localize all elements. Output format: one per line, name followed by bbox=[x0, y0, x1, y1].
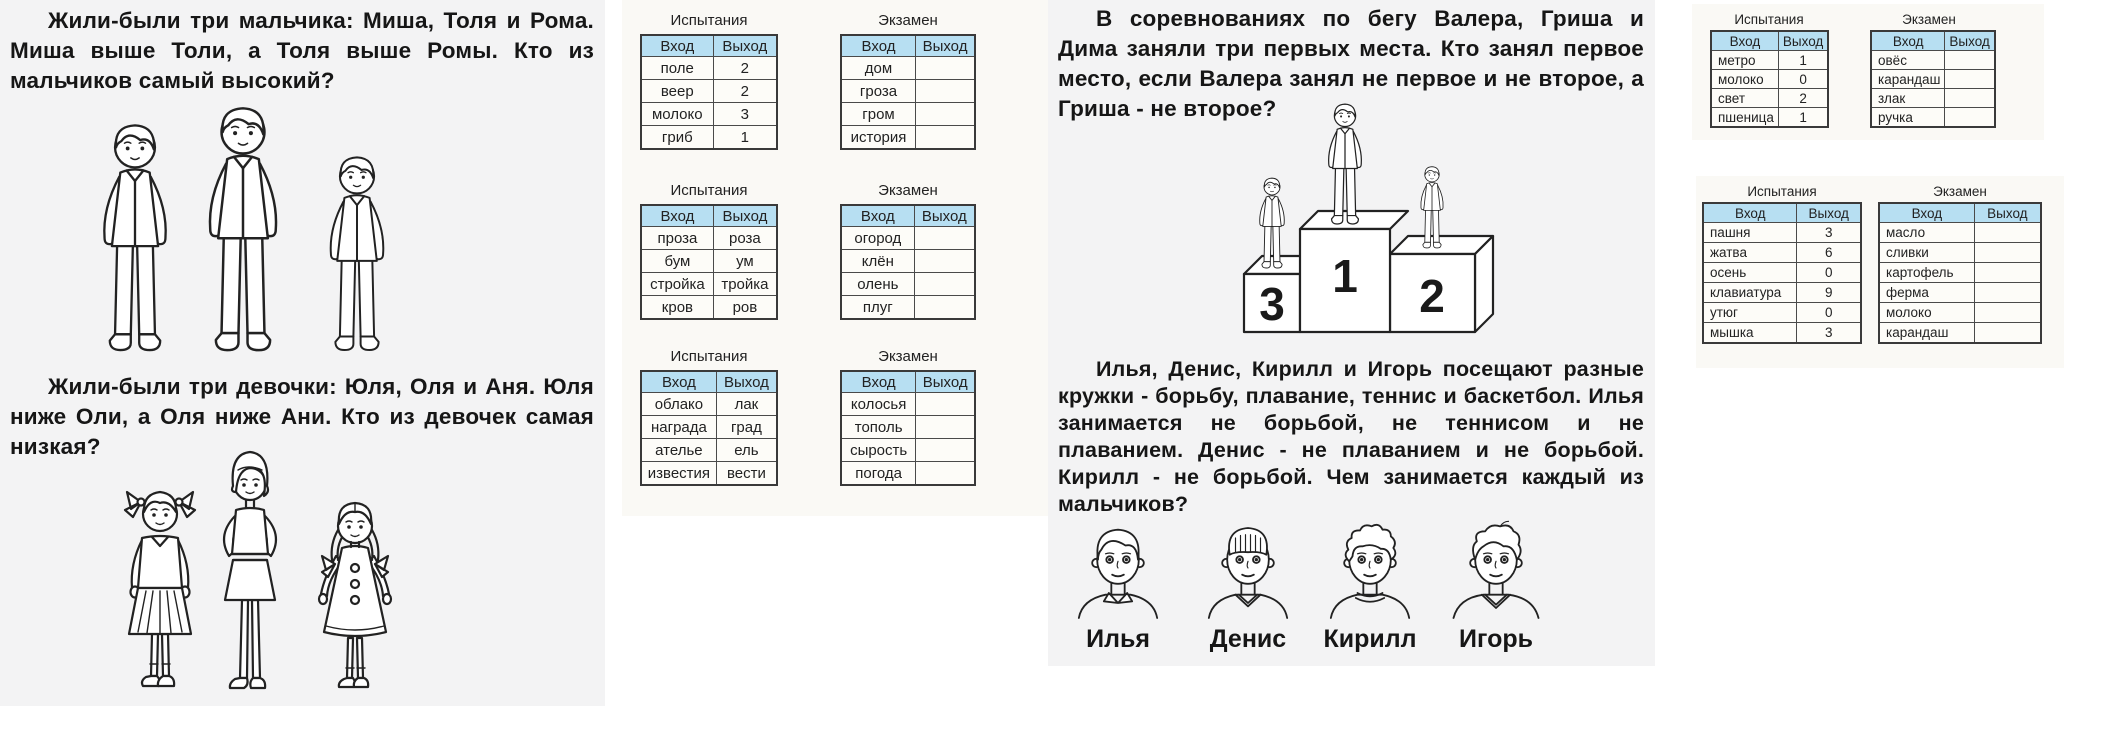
table-row bbox=[841, 80, 975, 103]
logic-puzzles-panel bbox=[1048, 0, 1655, 666]
table-cell: клён bbox=[841, 250, 914, 273]
tests-table-title: Испытания bbox=[670, 12, 748, 29]
table-row bbox=[1711, 89, 1828, 108]
table-cell: мышка bbox=[1703, 323, 1797, 344]
table-cell bbox=[916, 416, 975, 439]
igor-portrait-illustration bbox=[1441, 518, 1551, 618]
exam-table bbox=[840, 34, 976, 150]
col-header-in: Вход bbox=[641, 205, 713, 227]
table-row bbox=[1703, 323, 1861, 344]
table-cell: 2 bbox=[713, 80, 777, 103]
table-row bbox=[1879, 223, 2041, 243]
portrait-name: Илья bbox=[1086, 625, 1150, 653]
table-row bbox=[641, 227, 777, 250]
table-cell: ель bbox=[716, 439, 777, 462]
table-cell: ателье bbox=[641, 439, 716, 462]
table-cell: 6 bbox=[1797, 243, 1861, 263]
table-header-row bbox=[641, 35, 777, 57]
tests-table-title: Испытания bbox=[1747, 184, 1817, 199]
table-cell: пшеница bbox=[1711, 108, 1778, 128]
table-row bbox=[641, 80, 777, 103]
table-cell: злак bbox=[1871, 89, 1945, 108]
col-header-out: Выход bbox=[916, 371, 975, 393]
table-row bbox=[1711, 51, 1828, 70]
table-row bbox=[1871, 89, 1995, 108]
table-cell: 2 bbox=[1778, 89, 1828, 108]
table-row bbox=[841, 416, 975, 439]
table-cell bbox=[1974, 303, 2041, 323]
tests-table bbox=[640, 204, 778, 320]
table-cell: молоко bbox=[1879, 303, 1974, 323]
table-row bbox=[1711, 70, 1828, 89]
table-row bbox=[641, 462, 777, 486]
table-row bbox=[641, 273, 777, 296]
table-row bbox=[841, 250, 975, 273]
table-cell: тройка bbox=[713, 273, 777, 296]
table-row bbox=[641, 57, 777, 80]
table-row bbox=[841, 57, 975, 80]
podium-number-3: 3 bbox=[1259, 278, 1285, 330]
table-row bbox=[841, 439, 975, 462]
table-cell bbox=[916, 393, 975, 416]
col-header-out: Выход bbox=[713, 35, 777, 57]
table-cell: погода bbox=[841, 462, 916, 486]
three-boys-illustration bbox=[85, 98, 415, 356]
table-header-row bbox=[641, 205, 777, 227]
table-row bbox=[841, 393, 975, 416]
table-cell: жатва bbox=[1703, 243, 1797, 263]
table-cell: бум bbox=[641, 250, 713, 273]
table-header-row bbox=[641, 371, 777, 393]
table-cell bbox=[916, 462, 975, 486]
exam-table bbox=[1878, 202, 2042, 344]
table-cell bbox=[916, 126, 975, 150]
table-cell: свет bbox=[1711, 89, 1778, 108]
exam-table-title: Экзамен bbox=[878, 12, 938, 29]
table-cell bbox=[916, 80, 975, 103]
col-header-in: Вход bbox=[841, 35, 916, 57]
table-row bbox=[1879, 283, 2041, 303]
col-header-in: Вход bbox=[1703, 203, 1797, 223]
col-header-in: Вход bbox=[1711, 31, 1778, 51]
table-cell bbox=[1974, 283, 2041, 303]
table-cell: дом bbox=[841, 57, 916, 80]
table-row bbox=[1703, 303, 1861, 323]
tests-table bbox=[640, 34, 778, 150]
table-row bbox=[841, 227, 975, 250]
table-cell: роза bbox=[713, 227, 777, 250]
table-cell: ручка bbox=[1871, 108, 1945, 128]
table-cell bbox=[1974, 223, 2041, 243]
table-cell: 3 bbox=[1797, 323, 1861, 344]
table-cell: 2 bbox=[713, 57, 777, 80]
kirill-portrait-illustration bbox=[1315, 518, 1425, 618]
table-row bbox=[841, 103, 975, 126]
girl-short-figure bbox=[319, 503, 391, 687]
podium-number-2: 2 bbox=[1419, 270, 1445, 322]
table-cell bbox=[1945, 70, 1995, 89]
tests-table bbox=[1710, 30, 1829, 128]
table-row bbox=[1879, 243, 2041, 263]
tests-table-title: Испытания bbox=[1734, 12, 1804, 27]
table-row bbox=[841, 296, 975, 320]
table-cell: масло bbox=[1879, 223, 1974, 243]
podium-boy-first bbox=[1329, 104, 1362, 224]
table-row bbox=[1871, 70, 1995, 89]
portrait-name: Игорь bbox=[1459, 625, 1533, 653]
table-cell: ров bbox=[713, 296, 777, 320]
table-row bbox=[1879, 303, 2041, 323]
portrait-name: Кирилл bbox=[1323, 625, 1417, 653]
table-cell: карандаш bbox=[1879, 323, 1974, 344]
clubs-puzzle-text: Илья, Денис, Кирилл и Игорь посещают разные кружки - борьбу, плавание, теннис и баскетбол. Илья занимается не борьбой, не теннисом и не плаванием. Денис - не плаванием и не борьбой. Кирилл - не борьбой. Чем занимается каждый из мальчиков? bbox=[1058, 357, 1644, 516]
col-header-in: Вход bbox=[841, 371, 916, 393]
table-cell: поле bbox=[641, 57, 713, 80]
table-header-row bbox=[841, 371, 975, 393]
table-cell: овёс bbox=[1871, 51, 1945, 70]
table-cell: 0 bbox=[1797, 263, 1861, 283]
boys-puzzle-text: Жили-были три мальчика: Миша, Толя и Рома. Миша выше Толи, а Толя выше Ромы. Кто из мальчиков самый высокий? bbox=[10, 8, 594, 93]
table-cell bbox=[914, 296, 975, 320]
table-cell: кров bbox=[641, 296, 713, 320]
col-header-in: Вход bbox=[841, 205, 914, 227]
table-cell bbox=[1974, 243, 2041, 263]
exam-table-title: Экзамен bbox=[1933, 184, 1987, 199]
portrait-name: Денис bbox=[1209, 625, 1287, 653]
table-header-row bbox=[841, 35, 975, 57]
table-cell: ферма bbox=[1879, 283, 1974, 303]
col-header-out: Выход bbox=[1778, 31, 1828, 51]
table-cell: лак bbox=[716, 393, 777, 416]
table-cell bbox=[1974, 323, 2041, 344]
table-cell: веер bbox=[641, 80, 713, 103]
table-row bbox=[1871, 108, 1995, 128]
table-row bbox=[841, 462, 975, 486]
table-cell: стройка bbox=[641, 273, 713, 296]
boy-short-figure bbox=[331, 157, 384, 350]
table-row bbox=[1711, 108, 1828, 128]
table-cell bbox=[916, 439, 975, 462]
table-cell: гроза bbox=[841, 80, 916, 103]
table-cell bbox=[1974, 263, 2041, 283]
table-cell: 3 bbox=[713, 103, 777, 126]
table-row bbox=[641, 393, 777, 416]
table-cell: картофель bbox=[1879, 263, 1974, 283]
table-cell: история bbox=[841, 126, 916, 150]
table-cell: 0 bbox=[1797, 303, 1861, 323]
girl-tall-figure bbox=[224, 452, 276, 688]
podium-illustration bbox=[1240, 92, 1496, 340]
podium-number-1: 1 bbox=[1332, 250, 1358, 302]
table-cell: ум bbox=[713, 250, 777, 273]
table-row bbox=[641, 103, 777, 126]
podium-second-side bbox=[1475, 236, 1493, 332]
boy-medium-figure bbox=[104, 125, 165, 350]
table-header-row bbox=[1711, 31, 1828, 51]
exam-table bbox=[1870, 30, 1996, 128]
girls-puzzle-text: Жили-были три девочки: Юля, Оля и Аня. Юля ниже Оли, а Оля ниже Ани. Кто из девочек самая низкая? bbox=[10, 374, 594, 459]
race-puzzle-text: В соревнованиях по бегу Валера, Гриша и Дима заняли три первых места. Кто занял первое место, если Валера занял не первое и не второе, а Гриша - не второе? bbox=[1058, 6, 1644, 121]
table-row bbox=[841, 126, 975, 150]
table-header-row bbox=[1703, 203, 1861, 223]
table-cell: награда bbox=[641, 416, 716, 439]
tests-table-title: Испытания bbox=[670, 182, 748, 199]
podium-boy-third bbox=[1260, 178, 1285, 268]
table-row bbox=[1879, 323, 2041, 344]
exam-table bbox=[840, 370, 976, 486]
table-row bbox=[1703, 263, 1861, 283]
table-row bbox=[1703, 243, 1861, 263]
table-cell bbox=[916, 103, 975, 126]
table-cell: сырость bbox=[841, 439, 916, 462]
table-cell bbox=[1945, 89, 1995, 108]
table-header-row bbox=[1871, 31, 1995, 51]
col-header-in: Вход bbox=[1879, 203, 1974, 223]
col-header-out: Выход bbox=[1797, 203, 1861, 223]
portrait-kirill bbox=[1310, 518, 1430, 654]
table-cell: 1 bbox=[1778, 108, 1828, 128]
table-row bbox=[641, 296, 777, 320]
tests-table-title: Испытания bbox=[670, 348, 748, 365]
tests-table bbox=[640, 370, 778, 486]
table-cell: 9 bbox=[1797, 283, 1861, 303]
table-cell bbox=[1945, 51, 1995, 70]
col-header-in: Вход bbox=[641, 371, 716, 393]
exam-table-title: Экзамен bbox=[878, 348, 938, 365]
table-cell: известия bbox=[641, 462, 716, 486]
table-row bbox=[1703, 223, 1861, 243]
table-header-row bbox=[1879, 203, 2041, 223]
col-header-out: Выход bbox=[713, 205, 777, 227]
portrait-igor bbox=[1436, 518, 1556, 654]
table-cell: осень bbox=[1703, 263, 1797, 283]
height-puzzles-panel bbox=[0, 0, 605, 706]
table-cell: 1 bbox=[1778, 51, 1828, 70]
table-cell bbox=[916, 57, 975, 80]
table-cell: тополь bbox=[841, 416, 916, 439]
table-row bbox=[641, 126, 777, 150]
table-cell: олень bbox=[841, 273, 914, 296]
table-cell: сливки bbox=[1879, 243, 1974, 263]
col-header-out: Выход bbox=[1974, 203, 2041, 223]
table-cell: плуг bbox=[841, 296, 914, 320]
table-cell bbox=[914, 227, 975, 250]
table-row bbox=[1871, 51, 1995, 70]
col-header-in: Вход bbox=[1871, 31, 1945, 51]
portrait-denis bbox=[1188, 518, 1308, 654]
table-cell: 0 bbox=[1778, 70, 1828, 89]
table-cell bbox=[1945, 108, 1995, 128]
table-cell: утюг bbox=[1703, 303, 1797, 323]
col-header-out: Выход bbox=[914, 205, 975, 227]
exam-table-title: Экзамен bbox=[878, 182, 938, 199]
table-cell: град bbox=[716, 416, 777, 439]
boy-tall-figure bbox=[210, 108, 276, 350]
table-cell: 1 bbox=[713, 126, 777, 150]
tests-table bbox=[1702, 202, 1862, 344]
three-girls-illustration bbox=[70, 440, 430, 702]
denis-portrait-illustration bbox=[1193, 518, 1303, 618]
exam-table bbox=[840, 204, 976, 320]
col-header-out: Выход bbox=[916, 35, 975, 57]
col-header-in: Вход bbox=[641, 35, 713, 57]
table-cell: пашня bbox=[1703, 223, 1797, 243]
table-row bbox=[641, 416, 777, 439]
table-row bbox=[641, 250, 777, 273]
ilya-portrait-illustration bbox=[1063, 518, 1173, 618]
table-row bbox=[1879, 263, 2041, 283]
table-header-row bbox=[841, 205, 975, 227]
table-cell: облако bbox=[641, 393, 716, 416]
table-row bbox=[1703, 283, 1861, 303]
table-cell: молоко bbox=[641, 103, 713, 126]
table-cell: гром bbox=[841, 103, 916, 126]
table-cell bbox=[914, 250, 975, 273]
table-row bbox=[641, 439, 777, 462]
table-cell: проза bbox=[641, 227, 713, 250]
table-cell: колосья bbox=[841, 393, 916, 416]
table-cell: гриб bbox=[641, 126, 713, 150]
table-cell: огород bbox=[841, 227, 914, 250]
exam-table-title: Экзамен bbox=[1902, 12, 1956, 27]
table-cell: карандаш bbox=[1871, 70, 1945, 89]
portrait-ilya bbox=[1058, 518, 1178, 654]
table-cell: метро bbox=[1711, 51, 1778, 70]
girl-medium-figure bbox=[125, 492, 195, 686]
table-row bbox=[841, 273, 975, 296]
table-cell: 3 bbox=[1797, 223, 1861, 243]
table-cell: молоко bbox=[1711, 70, 1778, 89]
table-cell bbox=[914, 273, 975, 296]
table-cell: клавиатура bbox=[1703, 283, 1797, 303]
col-header-out: Выход bbox=[716, 371, 777, 393]
table-cell: вести bbox=[716, 462, 777, 486]
col-header-out: Выход bbox=[1945, 31, 1995, 51]
